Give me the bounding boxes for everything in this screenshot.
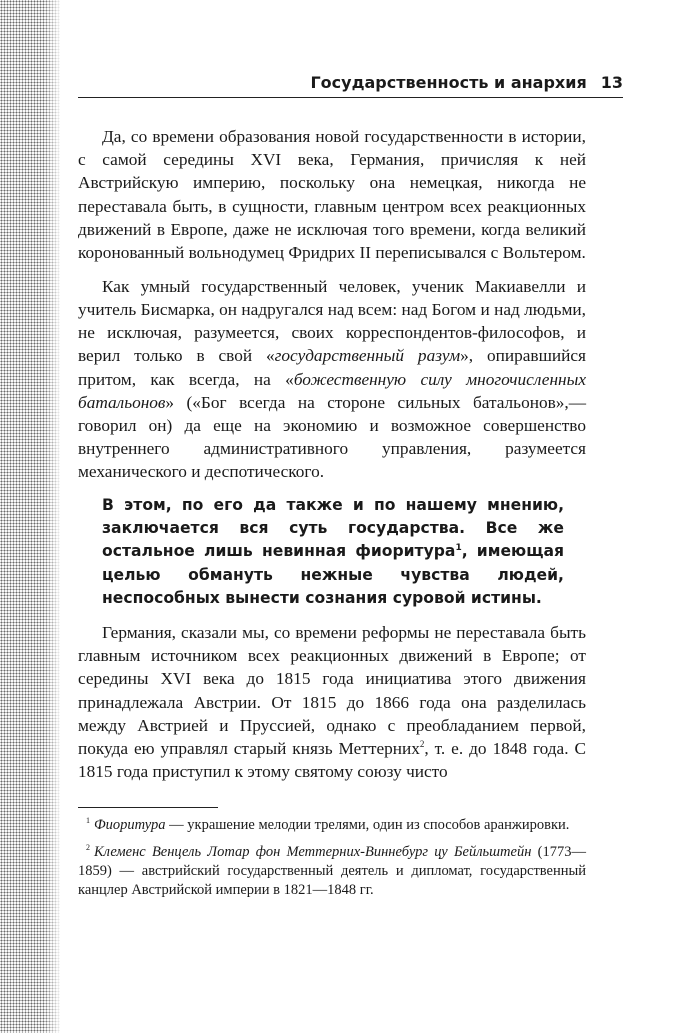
running-header (78, 73, 623, 98)
footnote-2-number: 2 (86, 843, 90, 853)
footnote-2-term: Клеменс Венцель Лотар фон Меттерних-Виннебург цу Бейльштейн (94, 844, 532, 860)
footnote-2 (78, 843, 586, 900)
bold-text-a: В этом, по его да также и по нашему мнению, заключается вся суть государства. Все же остальное лишь невинная фиоритура (102, 496, 564, 561)
paragraph-2-text-b: », опиравшийся притом, как всегда, на « (78, 346, 586, 389)
footnote-1-text: — украшение мелодии трелями, один из способов аранжировки. (165, 817, 570, 833)
emphasis-divine-force: божественную силу многочисленных батальонов (78, 369, 586, 412)
paragraph-4 (78, 621, 586, 783)
footnotes (78, 816, 586, 908)
bold-highlight-paragraph (102, 494, 564, 610)
paragraph-4-text-b: , т. е. до 1848 года. С 1815 года приступил к этому святому союзу чисто (78, 739, 586, 782)
running-header-title: Государственность и анархия (310, 73, 587, 92)
paragraph-2 (78, 275, 586, 484)
footnote-1-term: Фиоритура (94, 817, 166, 833)
page-edge-fade (44, 0, 62, 1033)
paragraph-1: Да, со времени образования новой государственности в истории, с самой середины XVI века, Германия, причисляя к ней Австрийскую империю, поскольку она немецкая, никогда не переставала быть, в сущности, главным центром всех реакционных движений в Европе, даже не исключая того времени, когда великий коронованный вольнодумец Фридрих II переписывался с Вольтером. (78, 127, 586, 263)
footnote-ref-1[interactable]: 1 (455, 543, 462, 554)
paragraph-2-text-a: Как умный государственный человек, ученик Макиавелли и учитель Бисмарка, он надругался над всем: над Богом и над людьми, не исключая, разумеется, своих корреспондентов-философов, и верил только в свой « (78, 276, 586, 366)
bold-text-b: , имеющая целью обмануть нежные чувства людей, неспособных вынести сознания суровой истины. (102, 542, 564, 607)
footnote-1-number: 1 (86, 816, 90, 826)
main-text (78, 125, 586, 783)
footnote-1 (78, 816, 586, 835)
footnote-separator (78, 807, 218, 808)
footnote-ref-2[interactable]: 2 (419, 739, 425, 750)
page-number: 13 (600, 73, 623, 92)
paragraph-2-text-c: » («Бог всегда на стороне сильных батальонов»,— говорил он) да еще на экономию и возможное совершенство внутреннего административного управления, разумеется механического и деспотического. (78, 392, 586, 482)
emphasis-state-reason: государственный разум (274, 346, 461, 366)
footnote-2-text: (1773—1859) — австрийский государственный деятель и дипломат, государственный канцлер Австрийской империи в 1821—1848 гг. (78, 844, 586, 898)
paragraph-4-text-a: Германия, сказали мы, со времени реформы не переставала быть главным источником всех реакционных движений в Европе; от середины XVI века до 1815 года инициатива этого движения принадлежала Австрии. От 1815 до 1866 года она разделилась между Австрией и Пруссией, однако с преобладанием первой, покуда ею управлял старый князь Меттерних (78, 623, 586, 759)
